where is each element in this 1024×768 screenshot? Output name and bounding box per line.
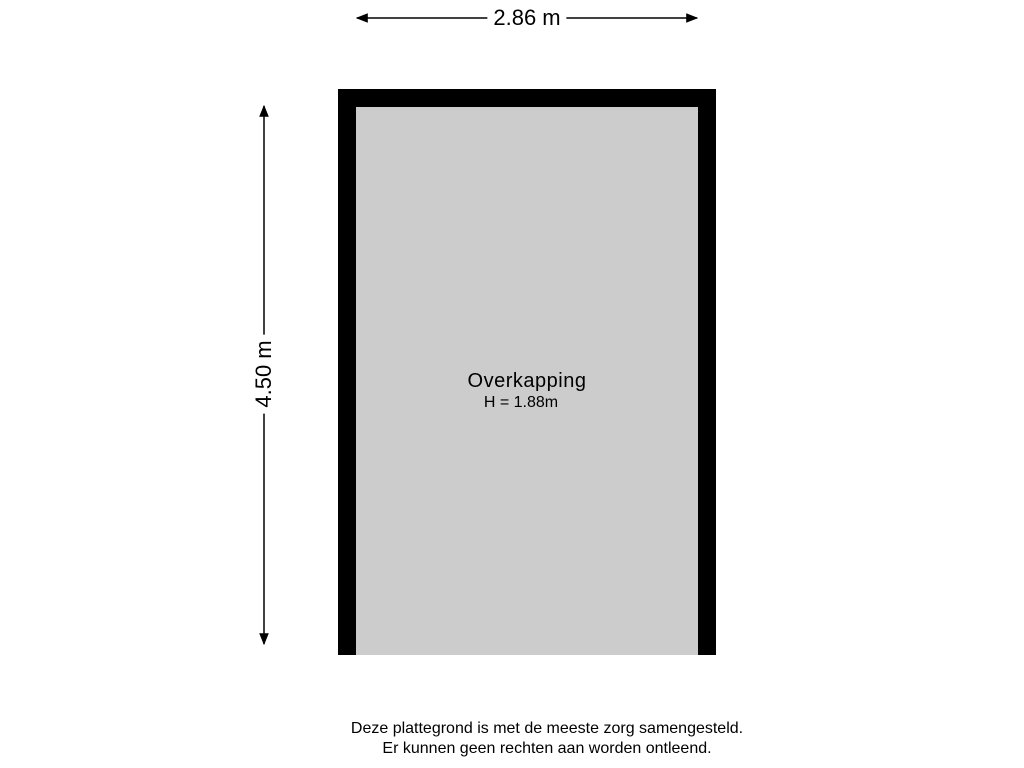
room-name: Overkapping <box>467 370 587 392</box>
height-dimension-label: 4.50 m <box>252 334 276 413</box>
room-height-label: H = 1.88m <box>483 394 559 411</box>
disclaimer-line-2: Er kunnen geen rechten aan worden ontleend. <box>382 740 712 757</box>
width-dimension-label: 2.86 m <box>487 6 566 30</box>
disclaimer-line-1: Deze plattegrond is met de meeste zorg samengesteld. <box>350 720 744 737</box>
